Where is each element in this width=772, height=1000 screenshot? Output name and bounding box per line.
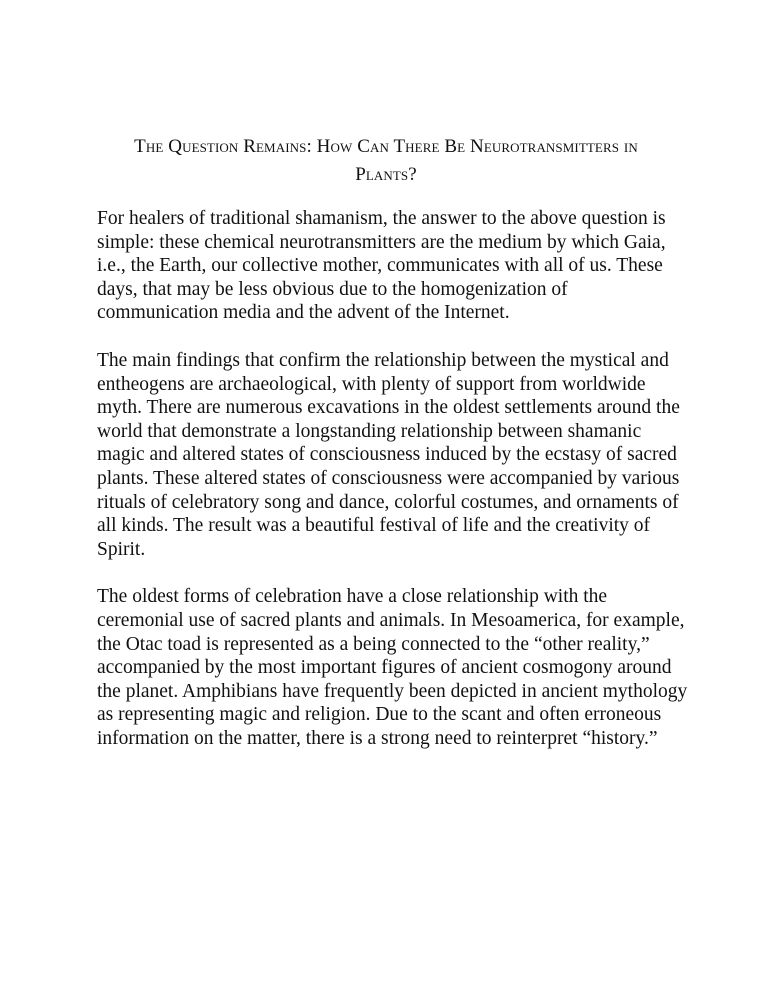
text-line: communication media and the advent of the Internet. bbox=[97, 302, 510, 324]
text-line: rituals of celebratory song and dance, colorful costumes, and ornaments of bbox=[97, 491, 679, 513]
text-line: The main findings that confirm the relationship between the mystical and bbox=[97, 349, 669, 371]
text-line: accompanied by the most important figures of ancient cosmogony around bbox=[97, 657, 672, 679]
text-line: simple: these chemical neurotransmitters are the medium by which Gaia, bbox=[97, 231, 666, 253]
text-line: the Otac toad is represented as a being connected to the “other reality,” bbox=[97, 633, 650, 655]
chapter-heading-line: The Question Remains: How Can There Be Neurotransmitters in bbox=[134, 136, 638, 157]
text-line: the planet. Amphibians have frequently been depicted in ancient mythology bbox=[97, 680, 688, 702]
text-line: For healers of traditional shamanism, the answer to the above question is bbox=[97, 208, 666, 229]
text-line: magic and altered states of consciousness induced by the ecstasy of sacred bbox=[97, 444, 677, 466]
text-line: world that demonstrate a longstanding relationship between shamanic bbox=[97, 420, 642, 442]
text-line: information on the matter, there is a strong need to reinterpret “history.” bbox=[97, 727, 658, 749]
chapter-heading bbox=[97, 133, 675, 189]
text-line: myth. There are numerous excavations in the oldest settlements around the bbox=[97, 397, 680, 419]
text-line: ceremonial use of sacred plants and animals. In Mesoamerica, for example, bbox=[97, 609, 685, 631]
paragraph bbox=[97, 585, 687, 750]
text-line: i.e., the Earth, our collective mother, communicates with all of us. These bbox=[97, 255, 663, 277]
text-line: plants. These altered states of consciousness were accompanied by various bbox=[97, 467, 680, 489]
text-line: entheogens are archaeological, with plenty of support from worldwide bbox=[97, 373, 646, 395]
text-line: all kinds. The result was a beautiful festival of life and the creativity of bbox=[97, 515, 651, 537]
paragraph bbox=[97, 349, 687, 561]
body-text bbox=[97, 207, 687, 774]
text-line: as representing magic and religion. Due to the scant and often erroneous bbox=[97, 704, 662, 726]
text-line: Spirit. bbox=[97, 538, 146, 560]
text-line: days, that may be less obvious due to the homogenization of bbox=[97, 278, 568, 300]
text-line: The oldest forms of celebration have a close relationship with the bbox=[97, 586, 608, 608]
paragraph bbox=[97, 207, 687, 325]
chapter-heading-line: Plants? bbox=[355, 164, 417, 185]
